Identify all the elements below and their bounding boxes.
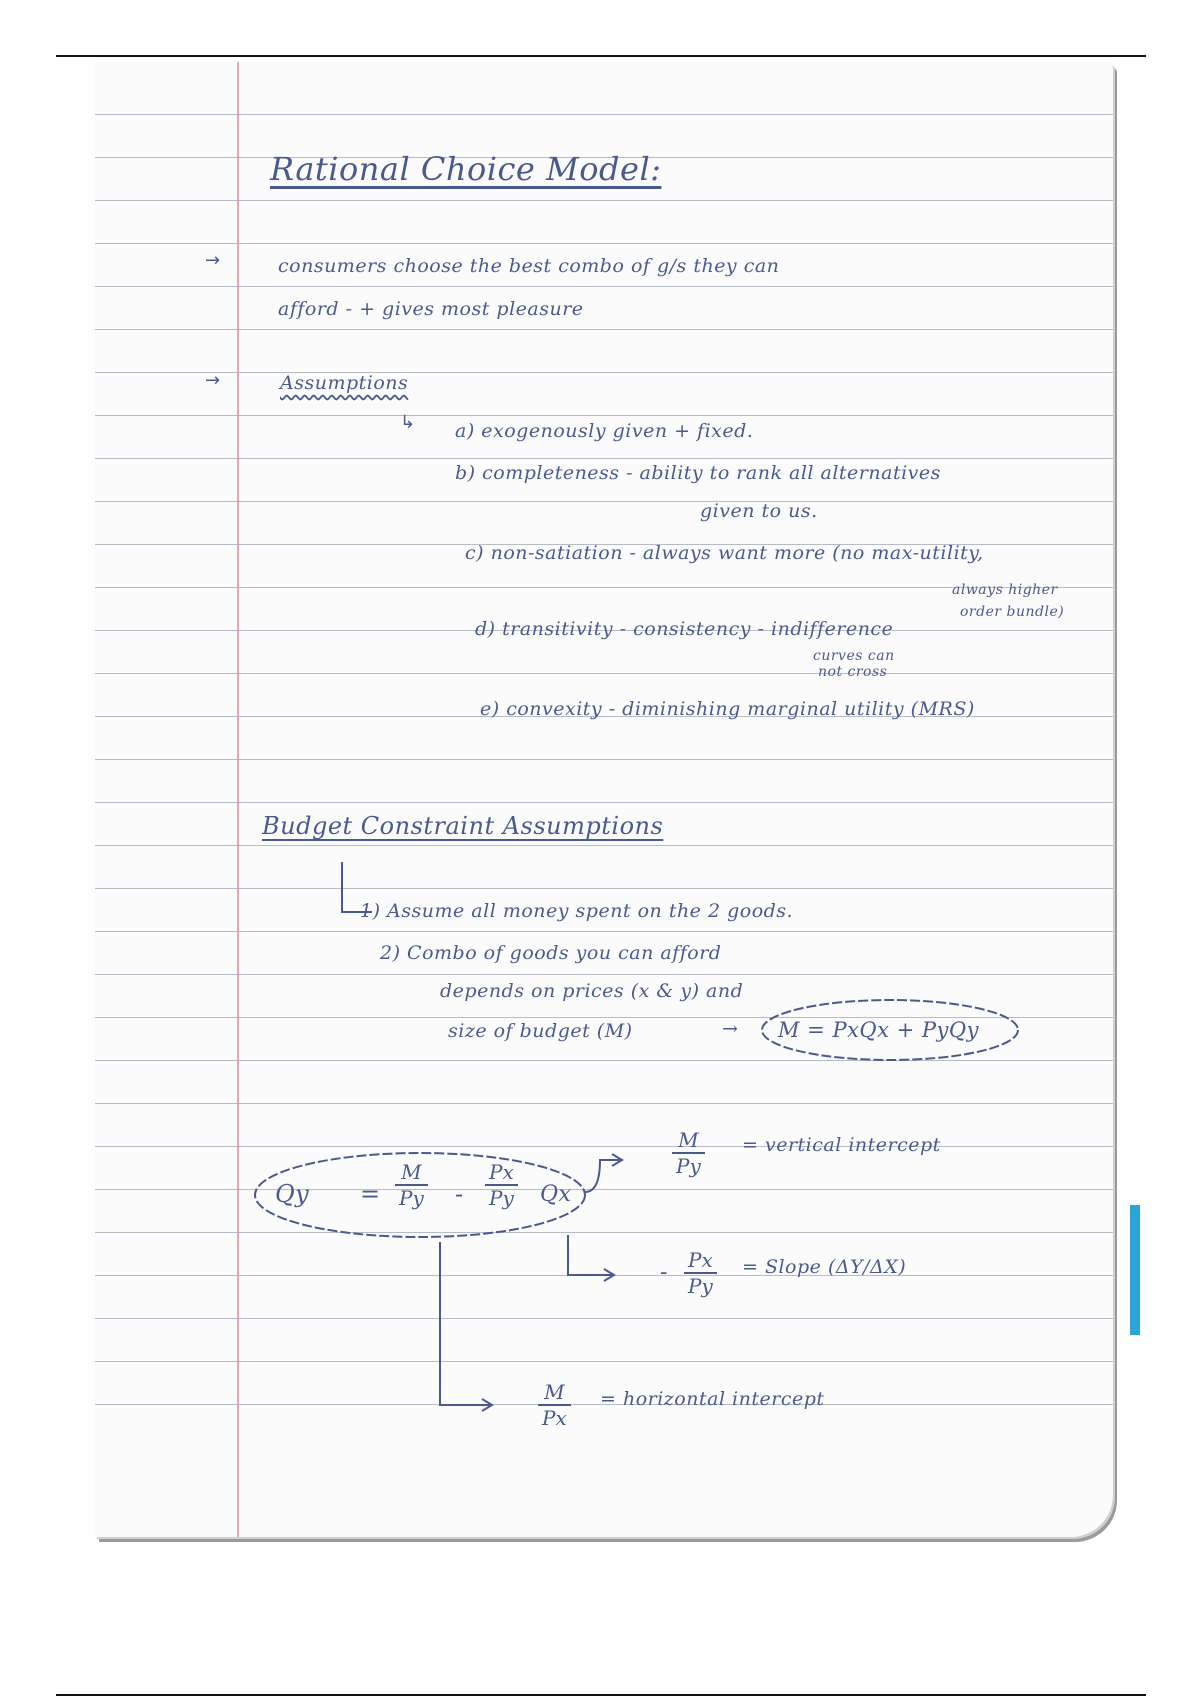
bc-equals: = bbox=[360, 1180, 381, 1208]
horizontal-den: Px bbox=[542, 1406, 567, 1430]
vertical-intercept-fraction bbox=[672, 1128, 705, 1178]
assumption-d-note-2: not cross bbox=[818, 664, 888, 680]
bc-m: M bbox=[395, 1160, 428, 1186]
assumption-c: c) non-satiation - always want more (no max-utility, bbox=[465, 542, 984, 564]
horizontal-num: M bbox=[538, 1380, 571, 1406]
assumption-c-note-1: always higher bbox=[952, 582, 1058, 598]
vertical-den: Py bbox=[676, 1154, 701, 1178]
bc-py: Py bbox=[399, 1186, 424, 1210]
slope-fraction bbox=[684, 1248, 717, 1298]
bc-py2: Py bbox=[489, 1186, 514, 1210]
assumption-b: b) completeness - ability to rank all alternatives bbox=[455, 462, 941, 484]
sub-arrow-icon: ↳ bbox=[400, 412, 416, 433]
bottom-rule bbox=[56, 1694, 1146, 1696]
horizontal-intercept-label: = horizontal intercept bbox=[600, 1388, 825, 1410]
assumption-e: e) convexity - diminishing marginal utility (MRS) bbox=[480, 698, 975, 720]
assumptions-heading: Assumptions bbox=[280, 372, 409, 394]
bc-lhs: Qy bbox=[275, 1180, 310, 1208]
vertical-intercept-label: = vertical intercept bbox=[742, 1134, 941, 1156]
budget-item-2-cont: depends on prices (x & y) and bbox=[440, 980, 744, 1002]
assumption-b-cont: given to us. bbox=[700, 500, 818, 522]
slope-num: Px bbox=[684, 1248, 717, 1274]
assumption-d-note-1: curves can bbox=[813, 648, 895, 664]
bc-minus: - bbox=[455, 1180, 464, 1208]
assumption-d: d) transitivity - consistency - indifference bbox=[475, 618, 894, 640]
budget-item-1: 1) Assume all money spent on the 2 goods. bbox=[360, 900, 794, 922]
intro-line-1: consumers choose the best combo of g/s they can bbox=[278, 255, 780, 277]
slope-label: = Slope (ΔY/ΔX) bbox=[742, 1256, 907, 1278]
bullet-arrow-icon: → bbox=[205, 250, 221, 271]
bc-term-1 bbox=[395, 1160, 428, 1210]
budget-item-2-cont-2: size of budget (M) bbox=[448, 1020, 633, 1042]
assumption-c-note-2: order bundle) bbox=[960, 604, 1065, 620]
bc-qx: Qx bbox=[540, 1182, 572, 1207]
budget-item-2: 2) Combo of goods you can afford bbox=[380, 942, 722, 964]
horizontal-intercept-fraction bbox=[538, 1380, 571, 1430]
bc-px: Px bbox=[485, 1160, 518, 1186]
assumption-a: a) exogenously given + fixed. bbox=[455, 420, 754, 442]
page-title: Rational Choice Model: bbox=[270, 150, 662, 188]
bc-term-2 bbox=[485, 1160, 518, 1210]
slope-sign: - bbox=[660, 1260, 668, 1285]
bullet-arrow-icon: → bbox=[205, 370, 221, 391]
arrow-icon: → bbox=[722, 1018, 739, 1040]
intro-line-2: afford - + gives most pleasure bbox=[278, 298, 584, 320]
budget-formula: M = PxQx + PyQy bbox=[778, 1018, 980, 1042]
budget-heading: Budget Constraint Assumptions bbox=[262, 812, 664, 840]
vertical-num: M bbox=[672, 1128, 705, 1154]
slope-den: Py bbox=[688, 1274, 713, 1298]
